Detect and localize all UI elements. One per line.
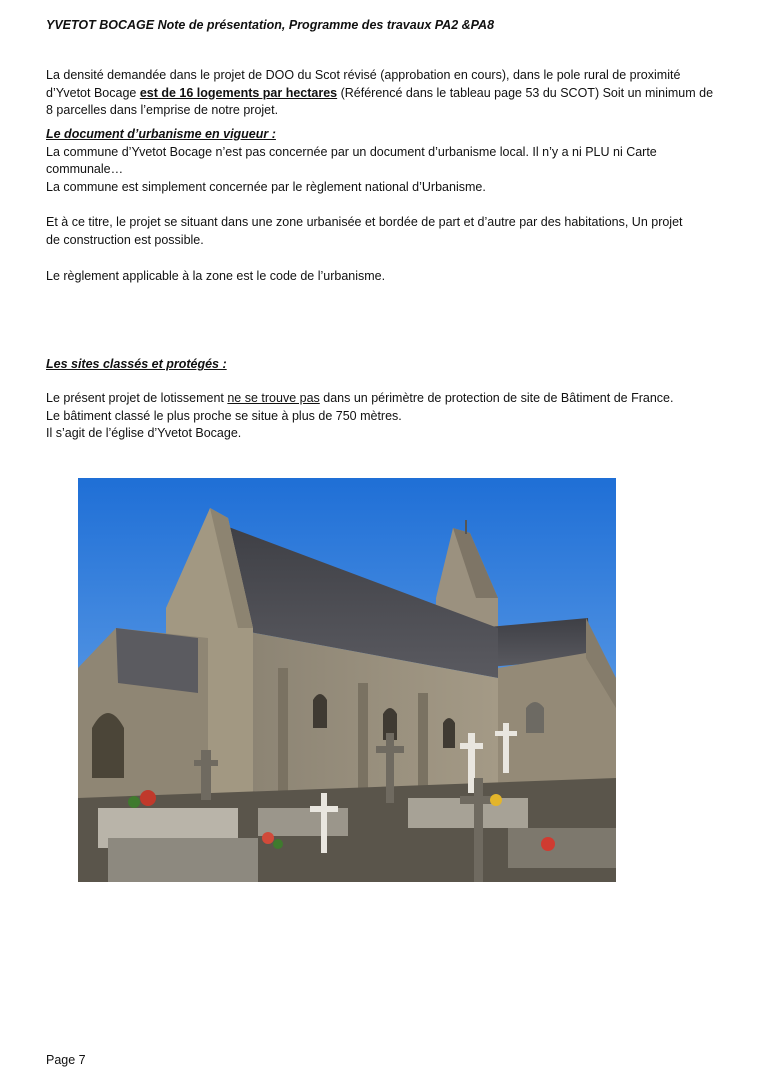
page-number: Page 7 (46, 1053, 86, 1067)
urbanisme-paragraph-3 (46, 268, 746, 286)
sites-emphasis: ne se trouve pas (227, 391, 320, 405)
page-header: YVETOT BOCAGE Note de présentation, Programme des travaux PA2 &PA8 (46, 18, 495, 32)
intro-line-2-start: d’Yvetot Bocage (46, 85, 140, 100)
urbanisme-line-2: communale… (46, 162, 124, 176)
sites-line-1-end: dans un périmètre de protection de site de Bâtiment de France. (319, 391, 674, 405)
intro-line-1: La densité demandée dans le projet de DOO du Scot révisé (approbation en cours), dans le pole rural de proximité (46, 68, 681, 82)
urbanisme-line-6: Le règlement applicable à la zone est le code de l’urbanisme. (46, 269, 386, 283)
church-photo (78, 478, 616, 882)
sites-line-2: Le bâtiment classé le plus proche se situe à plus de 750 mètres. (46, 408, 402, 423)
sites-line-1-start: Le présent projet de lotissement (46, 391, 228, 405)
sites-line-1 (46, 390, 746, 408)
intro-line-3: 8 parcelles dans l’emprise de notre projet. (46, 103, 279, 117)
sites-heading-block (46, 356, 746, 374)
urbanisme-paragraph-2 (46, 214, 746, 249)
urbanisme-heading: Le document d’urbanisme en vigueur : (46, 127, 276, 141)
intro-line-2-end: (Référencé dans le tableau page 53 du SCOT) Soit un minimum de (337, 85, 714, 100)
sites-line-3: Il s’agit de l’église d’Yvetot Bocage. (46, 426, 242, 440)
urbanisme-line-3: La commune est simplement concernée par le règlement national d’Urbanisme. (46, 179, 486, 194)
intro-paragraph (46, 67, 746, 120)
urbanisme-section (46, 126, 746, 196)
density-highlight: est de 16 logements par hectares (139, 85, 338, 100)
sites-heading: Les sites classés et protégés : (46, 357, 227, 371)
urbanisme-line-1: La commune d’Yvetot Bocage n’est pas concernée par un document d’urbanisme local. Il n’y a ni PLU ni Carte (46, 144, 657, 159)
sites-paragraph (46, 390, 746, 443)
intro-line-2 (46, 85, 746, 103)
urbanisme-line-4: Et à ce titre, le projet se situant dans une zone urbanisée et bordée de part et d’autre par des habitations, Un projet (46, 215, 683, 229)
urbanisme-line-5: de construction est possible. (46, 232, 204, 247)
